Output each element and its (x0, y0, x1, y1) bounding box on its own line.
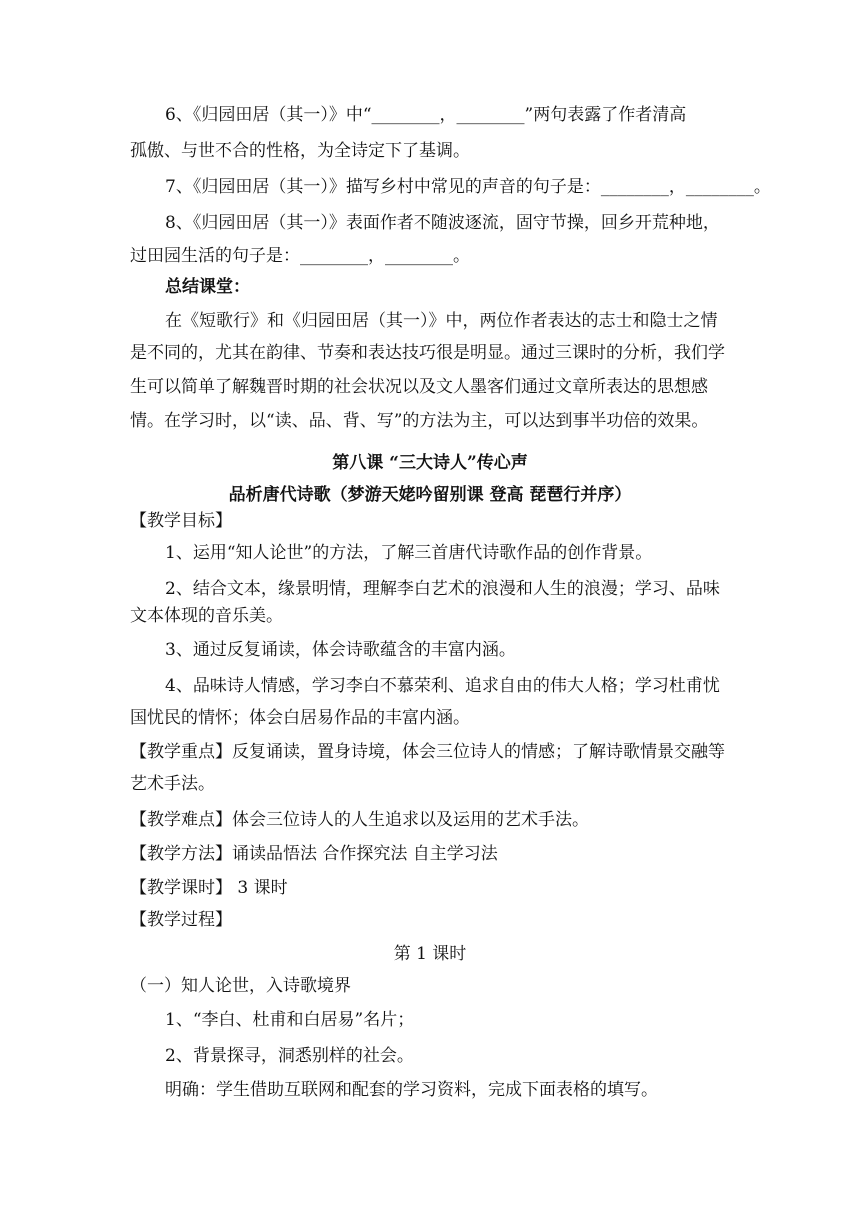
period-1-heading: 第 1 课时 (393, 944, 467, 964)
question-6-line-1: 6、《归园田居（其一）》中“________，________”两句表露了作者清高 (165, 105, 687, 125)
goal-1: 1、运用“知人论世”的方法，了解三首唐代诗歌作品的创作背景。 (165, 543, 653, 563)
key-points-line-2: 艺术手法。 (130, 774, 215, 794)
goal-4-line-1: 4、品味诗人情感，学习李白不慕荣利、追求自由的伟大人格；学习杜甫忧 (165, 676, 720, 696)
summary-line-1: 在《短歌行》和《归园田居（其一）》中，两位作者表达的志士和隐士之情 (165, 311, 718, 331)
goal-4-line-2: 国忧民的情怀；体会白居易作品的丰富内涵。 (130, 708, 470, 728)
question-8-line-1: 8、《归园田居（其一）》表面作者不随波逐流，固守节操，回乡开荒种地， (165, 213, 720, 233)
summary-line-2: 是不同的，尤其在韵律、节奏和表达技巧很是明显。通过三课时的分析，我们学 (130, 343, 725, 363)
lesson-subtitle: 品析唐代诗歌（梦游天姥吟留别课 登高 琵琶行并序） (228, 485, 632, 505)
question-8-line-2: 过田园生活的句子是：________，________。 (130, 246, 470, 266)
process-heading: 【教学过程】 (130, 910, 232, 930)
section-1-heading: （一）知人论世，入诗歌境界 (130, 976, 351, 996)
summary-line-3: 生可以简单了解魏晋时期的社会状况以及文人墨客们通过文章所表达的思想感 (130, 377, 708, 397)
goals-heading: 【教学目标】 (130, 511, 232, 531)
goal-3: 3、通过反复诵读，体会诗歌蕴含的丰富内涵。 (165, 640, 516, 660)
summary-line-4: 情。在学习时，以“读、品、背、写”的方法为主，可以达到事半功倍的效果。 (130, 411, 709, 431)
class-hours: 【教学课时】 3 课时 (130, 878, 288, 898)
step-1: 1、“李白、杜甫和白居易”名片； (165, 1010, 415, 1030)
goal-2-line-1: 2、结合文本，缘景明情，理解李白艺术的浪漫和人生的浪漫；学习、品味 (165, 579, 720, 599)
question-7: 7、《归园田居（其一）》描写乡村中常见的声音的句子是：________，________。 (165, 177, 771, 197)
teaching-method: 【教学方法】诵读品悟法 合作探究法 自主学习法 (130, 844, 498, 864)
difficulty: 【教学难点】体会三位诗人的人生追求以及运用的艺术手法。 (130, 810, 589, 830)
clarification: 明确：学生借助互联网和配套的学习资料，完成下面表格的填写。 (165, 1080, 658, 1100)
summary-heading: 总结课堂： (165, 277, 250, 297)
goal-2-line-2: 文本体现的音乐美。 (130, 606, 283, 626)
question-6-line-2: 孤傲、与世不合的性格，为全诗定下了基调。 (130, 141, 470, 161)
step-2: 2、背景探寻，洞悉别样的社会。 (165, 1046, 414, 1066)
key-points-line-1: 【教学重点】反复诵读，置身诗境，体会三位诗人的情感；了解诗歌情景交融等 (130, 742, 725, 762)
lesson-title: 第八课 “三大诗人”传心声 (332, 453, 528, 473)
